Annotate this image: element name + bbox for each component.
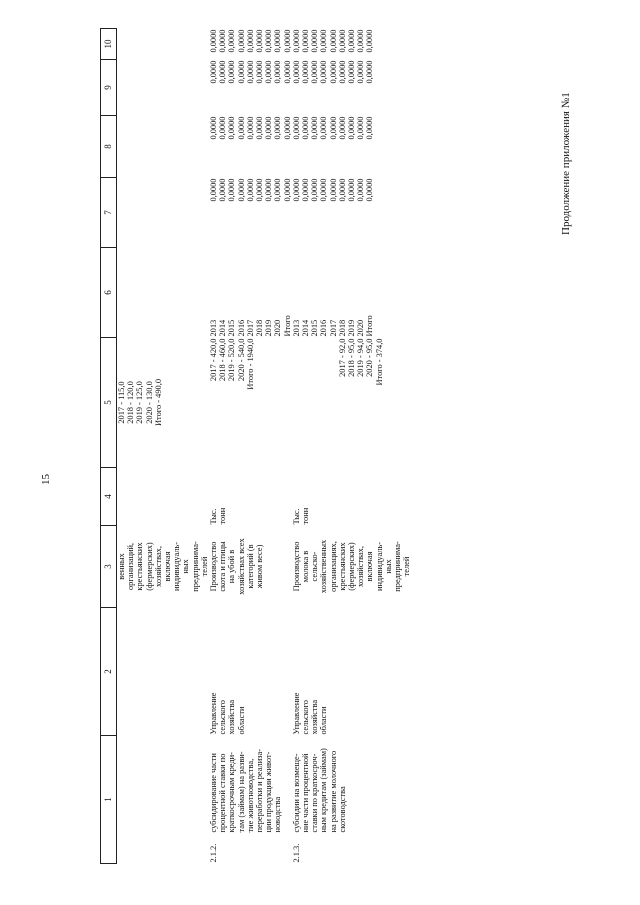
measure-description-line: ции продукции живот- bbox=[264, 751, 274, 833]
measure-description-line: субсидирование части bbox=[209, 753, 219, 833]
executor-line: сельского bbox=[218, 700, 228, 735]
year-line: 2020 bbox=[356, 319, 366, 337]
unit-line: Тыс. bbox=[209, 508, 219, 525]
col-header-3: 3 bbox=[101, 526, 117, 608]
value-line: 0,0000 bbox=[291, 60, 301, 84]
year-line: Итого bbox=[282, 315, 292, 337]
value-line: 0,0000 bbox=[245, 29, 255, 53]
year-line: 2013 bbox=[291, 319, 301, 337]
header-row bbox=[101, 29, 117, 864]
value-line: 0,0000 bbox=[255, 60, 265, 84]
carry-over-indicator-line: индивидуаль- bbox=[172, 541, 182, 592]
value-line: 0,0000 bbox=[347, 29, 357, 53]
value-cell-9 bbox=[209, 60, 292, 116]
col-header-9: 9 bbox=[101, 60, 117, 116]
carry-over-target-line: 2017 - 115,0 bbox=[117, 381, 126, 424]
measure-code: 2.1.2. bbox=[209, 843, 219, 863]
year-line: 2014 bbox=[218, 319, 228, 337]
value-line: 0,0000 bbox=[319, 60, 329, 84]
year-line: 2019 bbox=[347, 319, 357, 337]
value-line: 0,0000 bbox=[319, 116, 329, 140]
indicator-line: ных bbox=[383, 559, 393, 574]
indicator-cell bbox=[209, 526, 292, 608]
value-line: 0,0000 bbox=[328, 178, 338, 202]
executor-line: сельского bbox=[301, 700, 311, 735]
target-line: 2019 - 520,0 bbox=[227, 338, 237, 382]
year-line: 2016 bbox=[236, 319, 246, 337]
indicator-line: молока в bbox=[301, 550, 311, 583]
value-line: 0,0000 bbox=[328, 29, 338, 53]
value-cell-7 bbox=[209, 178, 292, 248]
value-line: 0,0000 bbox=[273, 178, 283, 202]
indicator-line: сельско- bbox=[310, 551, 320, 582]
executor-line: области bbox=[319, 706, 329, 735]
indicator-line: Производство bbox=[291, 541, 301, 592]
value-line: 0,0000 bbox=[337, 178, 347, 202]
indicator-line: крестьянских bbox=[337, 542, 347, 591]
value-line: 0,0000 bbox=[218, 178, 228, 202]
col-header-2: 2 bbox=[101, 608, 117, 736]
measure-code: 2.1.3. bbox=[291, 843, 301, 863]
value-line: 0,0000 bbox=[301, 116, 311, 140]
program-table bbox=[100, 28, 412, 864]
indicator-line: живом весе) bbox=[255, 544, 265, 589]
table-body bbox=[117, 29, 412, 864]
indicator-line: категорий (в bbox=[245, 544, 255, 589]
executor-cell bbox=[209, 608, 292, 736]
year-line: Итого bbox=[365, 315, 375, 337]
targets-cell bbox=[292, 338, 412, 468]
value-line: 0,0000 bbox=[227, 178, 237, 202]
target-line: 2017 - 92,0 bbox=[337, 338, 347, 377]
value-line: 0,0000 bbox=[255, 116, 265, 140]
value-line: 0,0000 bbox=[236, 178, 246, 202]
carry-over-indicator-line: телей bbox=[199, 556, 209, 577]
year-line: 2018 bbox=[337, 319, 347, 337]
carry-over-row bbox=[117, 29, 210, 864]
value-line: 0,0000 bbox=[291, 116, 301, 140]
carry-over-indicator-line: ных bbox=[181, 559, 191, 574]
indicator-line: Производство bbox=[209, 541, 219, 592]
year-line: 2015 bbox=[310, 319, 320, 337]
carry-over-target-line: 2020 - 130,0 bbox=[144, 381, 154, 424]
measure-cell bbox=[209, 736, 292, 864]
col-header-8: 8 bbox=[101, 116, 117, 178]
value-line: 0,0000 bbox=[209, 29, 219, 53]
carry-over-indicator-line: крестьянских bbox=[135, 542, 145, 591]
value-line: 0,0000 bbox=[319, 29, 329, 53]
carry-over-indicator-line: венных bbox=[117, 553, 126, 580]
value-line: 0,0000 bbox=[319, 178, 329, 202]
target-line: 2017 - 420,0 bbox=[209, 338, 219, 382]
value-line: 0,0000 bbox=[218, 60, 228, 84]
value-line: 0,0000 bbox=[356, 116, 366, 140]
measure-description-line: новодства bbox=[273, 796, 283, 833]
value-line: 0,0000 bbox=[301, 29, 311, 53]
indicator-line: хозяйствах, bbox=[356, 546, 366, 587]
value-line: 0,0000 bbox=[264, 178, 274, 202]
value-line: 0,0000 bbox=[236, 116, 246, 140]
target-line: 2020 - 95,0 bbox=[365, 338, 375, 377]
value-cell-7 bbox=[292, 178, 412, 248]
value-cell-10 bbox=[209, 29, 292, 60]
value-line: 0,0000 bbox=[301, 178, 311, 202]
carry-over-indicator-line: (фермерских) bbox=[144, 542, 154, 591]
value-line: 0,0000 bbox=[227, 29, 237, 53]
measure-description-line: переработки и реализа- bbox=[255, 748, 265, 833]
value-line: 0,0000 bbox=[273, 29, 283, 53]
indicator-line: индивидуаль- bbox=[374, 541, 384, 592]
indicator-line: включая bbox=[365, 551, 375, 582]
value-line: 0,0000 bbox=[236, 29, 246, 53]
value-line: 0,0000 bbox=[227, 60, 237, 84]
unit-line: тонн bbox=[301, 507, 311, 525]
spacer bbox=[310, 339, 319, 467]
executor-line: области bbox=[236, 706, 246, 735]
value-line: 0,0000 bbox=[282, 178, 292, 202]
table-row bbox=[209, 29, 292, 864]
value-line: 0,0000 bbox=[245, 60, 255, 84]
measure-description-line: краткосрочным креди- bbox=[227, 752, 237, 833]
target-line: 2018 - 95,0 bbox=[347, 338, 357, 377]
col-header-5: 5 bbox=[101, 338, 117, 468]
year-line: 2013 bbox=[209, 319, 219, 337]
carry-over-target-line: Итого - 490,0 bbox=[153, 378, 163, 427]
value-line: 0,0000 bbox=[365, 60, 375, 84]
target-line: Итого - 1940,0 bbox=[245, 338, 255, 390]
value-line: 0,0000 bbox=[310, 29, 320, 53]
carry-over-target-line: 2018 - 120,0 bbox=[126, 381, 136, 424]
carry-over-indicator-line: предпринима- bbox=[190, 541, 200, 592]
value-line: 0,0000 bbox=[273, 116, 283, 140]
year-line: 2015 bbox=[227, 319, 237, 337]
value-line: 0,0000 bbox=[337, 116, 347, 140]
target-line: 2018 - 460,0 bbox=[218, 338, 228, 382]
value-line: 0,0000 bbox=[227, 116, 237, 140]
target-line: Итого - 374,0 bbox=[374, 338, 384, 386]
value-line: 0,0000 bbox=[209, 60, 219, 84]
value-line: 0,0000 bbox=[273, 60, 283, 84]
year-line: 2020 bbox=[273, 319, 283, 337]
value-line: 0,0000 bbox=[209, 178, 219, 202]
measure-cell bbox=[292, 736, 412, 864]
col-header-1: 1 bbox=[101, 736, 117, 864]
value-line: 0,0000 bbox=[365, 116, 375, 140]
indicator-line: хозяйственных bbox=[319, 539, 329, 594]
value-line: 0,0000 bbox=[347, 178, 357, 202]
unit-line: Тыс. bbox=[291, 508, 301, 525]
indicator-line: на убой в bbox=[227, 549, 237, 584]
value-cell-8 bbox=[292, 116, 412, 178]
value-line: 0,0000 bbox=[236, 60, 246, 84]
value-line: 0,0000 bbox=[209, 116, 219, 140]
unit-line: тонн bbox=[218, 507, 228, 525]
measure-description bbox=[292, 741, 347, 833]
unit-cell bbox=[209, 468, 292, 526]
year-line: 2017 bbox=[245, 319, 255, 337]
col-header-4: 4 bbox=[101, 468, 117, 526]
measure-description-line: тие животноводства, bbox=[245, 758, 255, 833]
value-line: 0,0000 bbox=[328, 116, 338, 140]
executor-line: хозяйства bbox=[227, 699, 237, 735]
value-line: 0,0000 bbox=[264, 29, 274, 53]
unit-cell bbox=[292, 468, 412, 526]
indicator-line: хозяйствах всех bbox=[236, 538, 246, 595]
value-cell-8 bbox=[209, 116, 292, 178]
value-line: 0,0000 bbox=[301, 60, 311, 84]
year-line: 2017 bbox=[328, 319, 338, 337]
value-line: 0,0000 bbox=[356, 60, 366, 84]
value-line: 0,0000 bbox=[310, 60, 320, 84]
value-line: 0,0000 bbox=[245, 116, 255, 140]
indicator-line: организациях, bbox=[328, 541, 338, 592]
indicator-line: скота и птицы bbox=[218, 541, 228, 592]
measure-description-line: на развитие молочного bbox=[328, 750, 338, 833]
carry-over-target-line: 2019 - 125,0 bbox=[135, 381, 145, 424]
value-line: 0,0000 bbox=[337, 29, 347, 53]
measure-description-line: субсидии на возмеще- bbox=[291, 753, 301, 833]
measure-description-line: процентной ставки по bbox=[218, 753, 228, 833]
year-line: 2016 bbox=[319, 319, 329, 337]
indicator-line: предпринима- bbox=[393, 541, 403, 592]
value-line: 0,0000 bbox=[282, 29, 292, 53]
carry-over-targets bbox=[117, 338, 210, 468]
carry-over-indicator bbox=[117, 526, 210, 608]
value-line: 0,0000 bbox=[310, 178, 320, 202]
years-cell bbox=[209, 248, 292, 338]
value-line: 0,0000 bbox=[264, 60, 274, 84]
program-table-container bbox=[100, 29, 560, 864]
indicator-cell bbox=[292, 526, 412, 608]
targets-cell bbox=[209, 338, 292, 468]
value-line: 0,0000 bbox=[328, 60, 338, 84]
value-cell-10 bbox=[292, 29, 412, 60]
target-line: 2020 - 540,0 bbox=[236, 338, 246, 382]
carry-over-indicator-line: хозяйствах, bbox=[153, 546, 163, 587]
table-row bbox=[292, 29, 412, 864]
year-line: 2018 bbox=[255, 319, 265, 337]
measure-description-line: ным кредитам (займам) bbox=[319, 748, 329, 833]
appendix-title: Продолжение приложения №1 bbox=[560, 92, 572, 235]
value-line: 0,0000 bbox=[347, 60, 357, 84]
measure-description bbox=[209, 741, 283, 833]
value-line: 0,0000 bbox=[291, 178, 301, 202]
value-line: 0,0000 bbox=[218, 116, 228, 140]
measure-description-line: там (займам) на разви- bbox=[236, 751, 246, 833]
year-line: 2019 bbox=[264, 319, 274, 337]
value-line: 0,0000 bbox=[282, 116, 292, 140]
spacer bbox=[292, 339, 301, 467]
executor-line: Управление bbox=[291, 692, 301, 735]
col-header-6: 6 bbox=[101, 248, 117, 338]
spacer bbox=[301, 339, 310, 467]
carry-over-indicator-line: включая bbox=[163, 551, 173, 582]
value-line: 0,0000 bbox=[337, 60, 347, 84]
executor-cell bbox=[292, 608, 412, 736]
measure-description-line: ние части процентной bbox=[301, 753, 311, 833]
year-line: 2014 bbox=[301, 319, 311, 337]
value-line: 0,0000 bbox=[291, 29, 301, 53]
value-line: 0,0000 bbox=[282, 60, 292, 84]
value-line: 0,0000 bbox=[356, 29, 366, 53]
carry-over-indicator-line: организаций, bbox=[126, 542, 136, 591]
indicator-line: (фермерских) bbox=[347, 542, 357, 591]
target-line: 2019 - 94,0 bbox=[356, 338, 366, 377]
indicator-line: телей bbox=[402, 556, 412, 577]
years-cell bbox=[292, 248, 412, 338]
value-line: 0,0000 bbox=[218, 29, 228, 53]
value-line: 0,0000 bbox=[264, 116, 274, 140]
spacer bbox=[329, 339, 338, 467]
value-line: 0,0000 bbox=[255, 178, 265, 202]
value-line: 0,0000 bbox=[255, 29, 265, 53]
col-header-10: 10 bbox=[101, 29, 117, 60]
spacer bbox=[319, 339, 328, 467]
col-header-7: 7 bbox=[101, 178, 117, 248]
value-line: 0,0000 bbox=[245, 178, 255, 202]
measure-description-line: скотоводства bbox=[337, 786, 347, 833]
value-line: 0,0000 bbox=[310, 116, 320, 140]
page-number: 15 bbox=[40, 474, 52, 485]
value-line: 0,0000 bbox=[356, 178, 366, 202]
value-line: 0,0000 bbox=[365, 29, 375, 53]
executor-line: хозяйства bbox=[310, 699, 320, 735]
executor-line: Управление bbox=[209, 692, 219, 735]
value-cell-9 bbox=[292, 60, 412, 116]
measure-description-line: ставки по краткосроч- bbox=[310, 753, 320, 833]
value-line: 0,0000 bbox=[347, 116, 357, 140]
value-line: 0,0000 bbox=[365, 178, 375, 202]
